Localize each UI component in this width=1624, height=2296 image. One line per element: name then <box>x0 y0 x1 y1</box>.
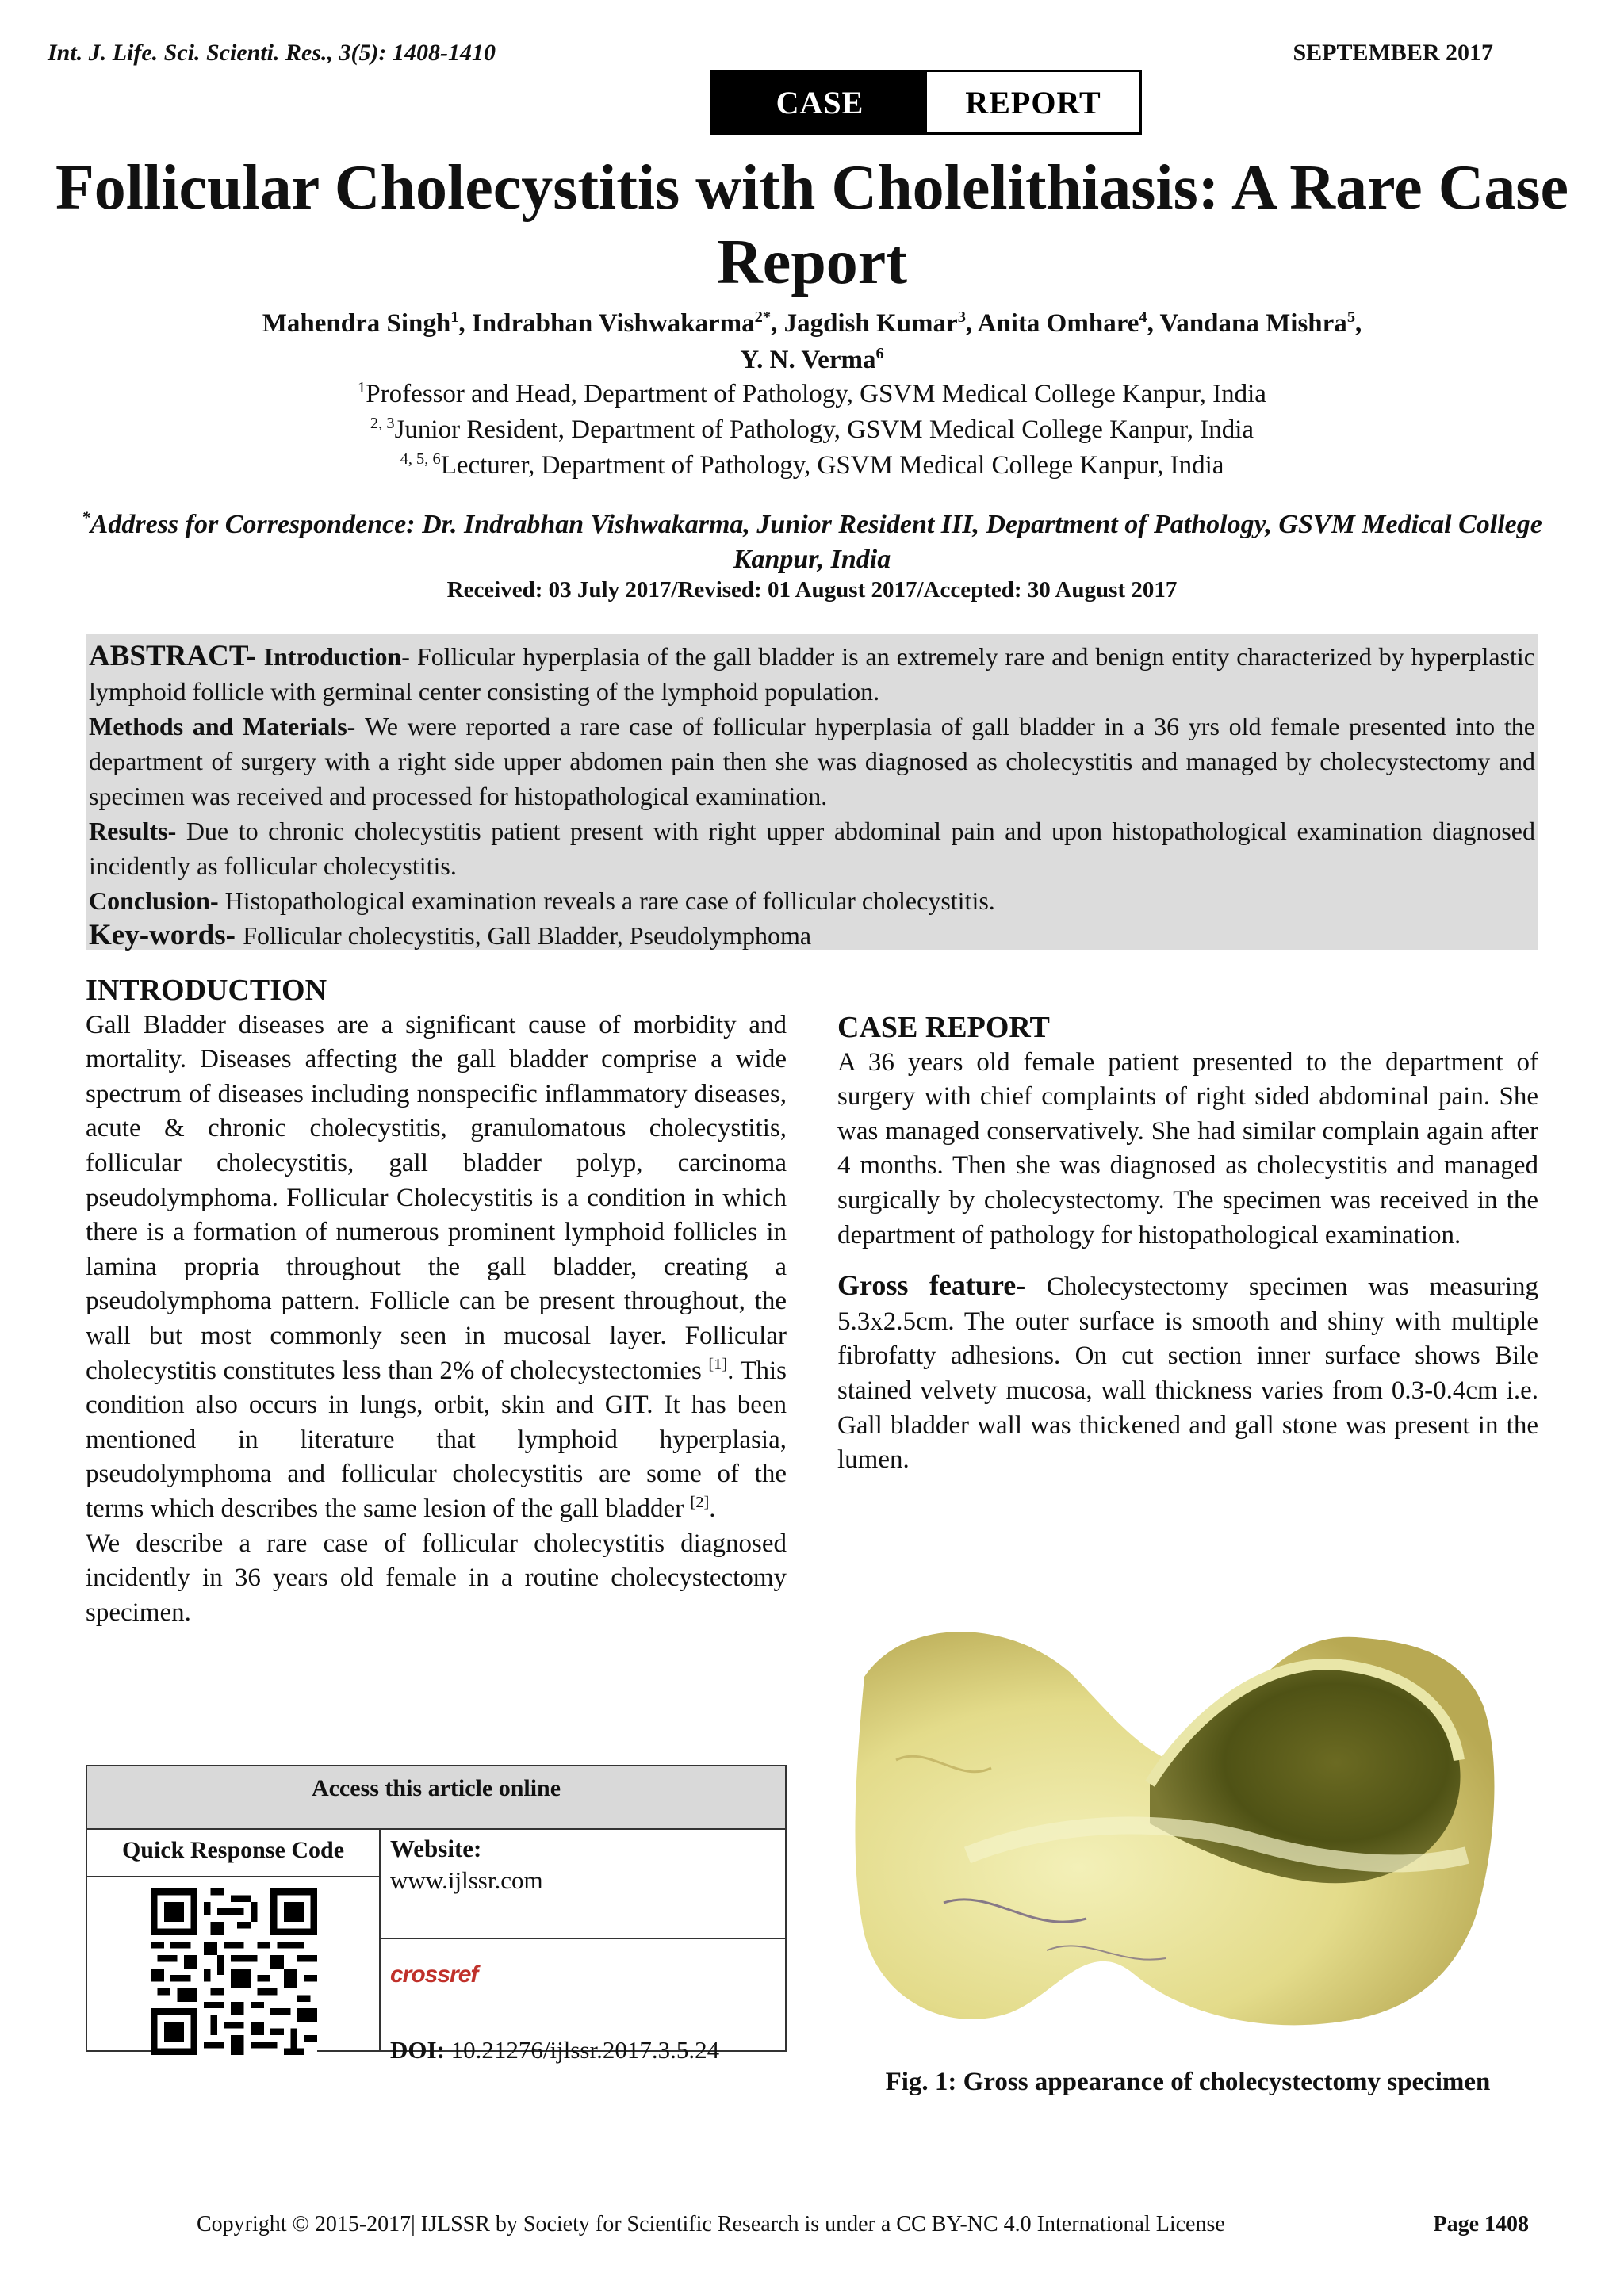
author-name: Mahendra Singh <box>262 309 451 338</box>
abstract-results-label: Results- <box>89 817 186 845</box>
abstract-label: ABSTRACT- <box>89 640 264 672</box>
abstract-results-text: Due to chronic cholecystitis patient present with right upper abdominal pain and upon histopathological examination diagnosed incidently as follicular cholecystitis. <box>89 817 1536 880</box>
affiliation-line <box>48 448 1576 484</box>
case-report-paragraph: A 36 years old female patient presented to the department of surgery with chief complaints of right sided abdominal pain. She was managed conservatively. She had similar complain again after 4 months. Then she was diagnosed as cholecystitis and managed surgically by cholecystectomy. The specimen was received in the department of pathology for histopathological examination. <box>837 1047 1538 1249</box>
qr-code-icon[interactable] <box>151 1888 317 2055</box>
abstract-results <box>89 813 1535 883</box>
author-affil-mark: 5 <box>1346 308 1356 326</box>
website-label: Website: <box>390 1835 482 1862</box>
author-separator: , <box>965 309 978 338</box>
access-article-box <box>86 1765 787 2064</box>
affiliation-text: Professor and Head, Department of Pathology, GSVM Medical College Kanpur, India <box>366 380 1266 408</box>
article-dates: Received: 03 July 2017/Revised: 01 August 2017/Accepted: 30 August 2017 <box>446 577 1178 603</box>
case-report-heading: CASE REPORT <box>837 1011 1050 1044</box>
doi-value[interactable]: 10.21276/ijlssr.2017.3.5.24 <box>450 2036 720 2064</box>
author-affil-mark: 2* <box>754 308 772 326</box>
abstract-conclusion-text: Histopathological examination reveals a rare case of follicular cholecystitis. <box>224 886 995 915</box>
website-link[interactable]: www.ijlssr.com <box>390 1866 543 1894</box>
citation-ref: [2] <box>690 1493 710 1511</box>
crossref-logo-text: crossref <box>390 1961 478 1988</box>
author-affil-mark: 1 <box>450 308 459 326</box>
abstract-methods-text: We were reported a rare case of follicular hyperplasia of gall bladder in a 36 yrs old female presented into the department of surgery with a right side upper abdomen pain then she was diagnosed as cholecystitis and managed by cholecystectomy and specimen was received and processed for histopathological examination. <box>89 712 1536 810</box>
correspondence-mark: * <box>82 507 90 527</box>
author-name: Y. N. Verma <box>740 346 876 374</box>
crossref-logo[interactable] <box>379 1939 785 2017</box>
intro-text: . <box>709 1494 716 1523</box>
keywords-text: Follicular cholecystitis, Gall Bladder, Pseudolymphoma <box>243 921 812 950</box>
abstract-intro-text: Follicular hyperplasia of the gall bladder is an extremely rare and benign entity characterized by hyperplastic lymphoid follicle with germinal center consisting of the lymphoid population. <box>89 642 1536 706</box>
author-separator: , <box>771 309 784 338</box>
page-number: Page 1408 <box>1433 2212 1529 2237</box>
author-list <box>48 305 1576 378</box>
affiliation-text: Lecturer, Department of Pathology, GSVM Medical College Kanpur, India <box>440 451 1224 480</box>
abstract-intro-label: Introduction- <box>263 642 417 671</box>
doi-label: DOI: <box>390 2036 451 2064</box>
abstract-conclusion <box>89 883 1535 918</box>
abstract-keywords <box>89 918 1535 953</box>
affiliation-line <box>48 412 1576 448</box>
website-cell <box>379 1828 785 2064</box>
website-info <box>379 1828 785 1939</box>
gross-feature-text: Cholecystectomy specimen was measuring 5.3x2.5cm. The outer surface is smooth and shiny with multiple fibrofatty adhesions. On cut section inner surface shows Bile stained velvety mucosa, wall thickness varies from 0.3-0.4cm i.e. Gall bladder wall was thickened and gall stone was present in the lumen. <box>837 1272 1538 1475</box>
gross-feature-paragraph <box>837 1269 1538 1478</box>
author-affil-mark: 6 <box>875 345 884 362</box>
author-name: Anita Omhare <box>977 309 1139 338</box>
author-name: Vandana Mishra <box>1159 309 1347 338</box>
access-title: Access this article online <box>87 1766 785 1830</box>
doi-line <box>379 2036 785 2064</box>
intro-text: Gall Bladder diseases are a significant cause of morbidity and mortality. Diseases affecting the gall bladder comprise a wide spectrum of diseases including nonspecific inflammatory diseases, acute & chronic cholecystitis, granulomatous cholecystitis, follicular cholecystitis, gall bladder polyp, carcinoma pseudolymphoma. Follicular Cholecystitis is a condition in which there is a formation of numerous prominent lymphoid follicles in lamina propria throughout the gall bladder, creating a pseudolymphoma pattern. Follicle can be present throughout, the wall but most commonly seen in mucosal layer. Follicular cholecystitis constitutes less than 2% of cholecystectomies <box>86 1010 787 1385</box>
author-name: Indrabhan Vishwakarma <box>471 309 755 338</box>
affiliation-text: Junior Resident, Department of Pathology, GSVM Medical College Kanpur, India <box>394 415 1254 444</box>
affiliation-line <box>48 377 1576 412</box>
affiliations <box>48 377 1576 484</box>
author-separator: , <box>1147 309 1160 338</box>
abstract-box <box>86 634 1538 950</box>
badge-report: REPORT <box>927 72 1139 132</box>
abstract-introduction <box>89 639 1535 709</box>
gross-feature-label: Gross feature- <box>837 1269 1047 1302</box>
author-affil-mark: 3 <box>957 308 966 326</box>
badge-case: CASE <box>713 72 927 132</box>
intro-text: . This condition also occurs in lungs, orbit, skin and GIT. It has been mentioned in literature that lymphoid hyperplasia, pseudolymphoma and follicular cholecystitis are some of the terms which describes the same lesion of the gall bladder <box>86 1356 787 1523</box>
author-name: Jagdish Kumar <box>783 309 958 338</box>
introduction-paragraph <box>86 1008 787 1527</box>
journal-citation: Int. J. Life. Sci. Scienti. Res., 3(5): 1408-1410 <box>48 40 496 66</box>
article-type-badge <box>710 70 1142 135</box>
issue-date: SEPTEMBER 2017 <box>1293 40 1493 66</box>
affiliation-mark: 2, 3 <box>370 415 395 432</box>
abstract-methods <box>89 709 1535 813</box>
correspondence-text: Address for Correspondence: Dr. Indrabhan Vishwakarma, Junior Resident III, Department of Pathology, GSVM Medical College Kanpur, India <box>90 510 1542 574</box>
article-title: Follicular Cholecystitis with Cholelithiasis: A Rare Case Report <box>55 153 1569 297</box>
introduction-section <box>86 974 787 1630</box>
qr-cell <box>87 1828 381 2050</box>
keywords-label: Key-words- <box>89 919 243 951</box>
case-report-section <box>837 1011 1538 1478</box>
qr-label: Quick Response Code <box>87 1828 379 1877</box>
abstract-methods-label: Methods and Materials- <box>89 712 366 740</box>
abstract-conclusion-label: Conclusion- <box>89 886 225 915</box>
author-affil-mark: 4 <box>1139 308 1147 326</box>
citation-ref: [1] <box>708 1355 728 1373</box>
author-separator: , <box>458 309 472 338</box>
copyright-notice: Copyright © 2015-2017| IJLSSR by Society for Scientific Research is under a CC BY-NC 4.0 International License <box>197 2212 1225 2237</box>
introduction-heading: INTRODUCTION <box>86 974 327 1007</box>
affiliation-mark: 4, 5, 6 <box>400 450 441 468</box>
figure-caption: Fig. 1: Gross appearance of cholecystectomy specimen <box>885 2068 1491 2096</box>
author-separator: , <box>1355 309 1362 338</box>
introduction-paragraph: We describe a rare case of follicular cholecystitis diagnosed incidently in 36 years old female in a routine cholecystectomy specimen. <box>86 1529 787 1627</box>
correspondence-address <box>48 507 1576 577</box>
gross-specimen-image <box>848 1601 1507 2045</box>
affiliation-mark: 1 <box>358 379 366 396</box>
